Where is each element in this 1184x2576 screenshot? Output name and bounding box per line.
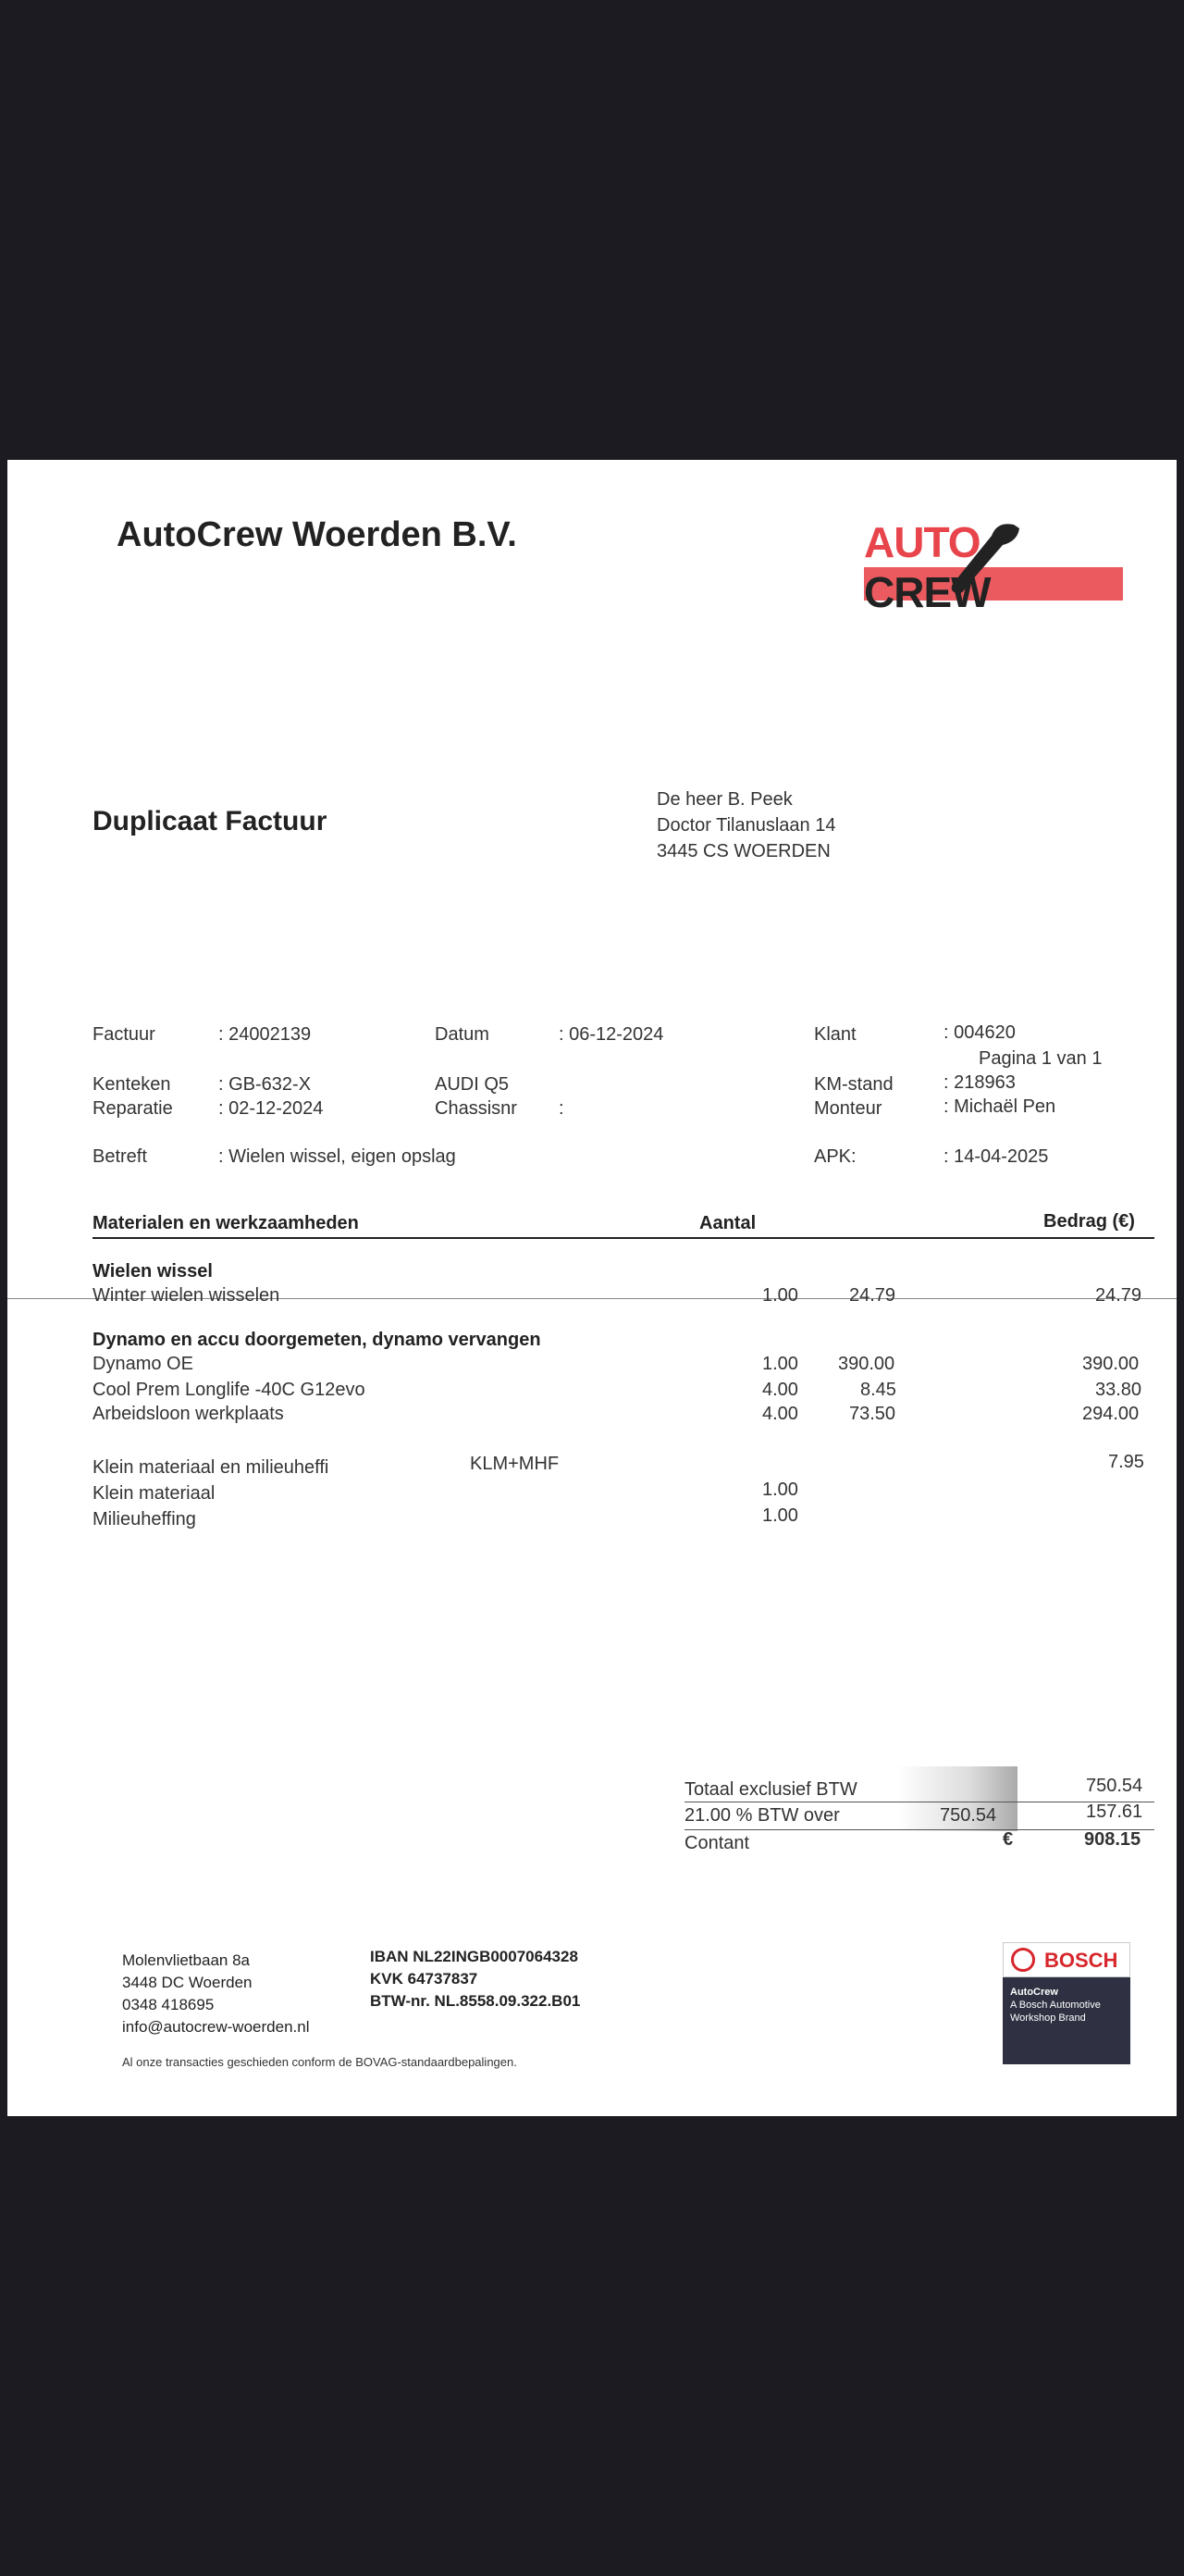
klein-row-qty: 1.00 [762, 1505, 798, 1526]
klein-row-desc: Milieuheffing [92, 1509, 196, 1530]
bosch-armature-icon [1011, 1948, 1035, 1972]
totals-contant-label: Contant [684, 1833, 750, 1853]
datum-label: Datum [435, 1024, 489, 1045]
group2-row-price: 8.45 [860, 1380, 896, 1400]
reparatie-label: Reparatie [92, 1098, 173, 1119]
bosch-line2: A Bosch Automotive [1010, 2000, 1101, 2011]
chassis-value: : [559, 1098, 564, 1119]
footer-phone: 0348 418695 [122, 1996, 215, 2013]
autocrew-logo [857, 517, 1125, 616]
totals-btw-value: 157.61 [1086, 1802, 1143, 1822]
klein-row-desc: Klein materiaal [92, 1483, 216, 1504]
group2-row-price: 73.50 [849, 1404, 896, 1424]
kmstand-label: KM-stand [814, 1074, 894, 1095]
kenteken-label: Kenteken [92, 1074, 171, 1095]
totals-contant-value: 908.15 [1084, 1829, 1141, 1850]
footer-iban: IBAN NL22INGB0007064328 [370, 1948, 578, 1965]
group2-row-desc: Cool Prem Longlife -40C G12evo [92, 1380, 365, 1400]
bosch-brand: BOSCH [1044, 1949, 1118, 1972]
col-desc-header: Materialen en werkzaamheden [92, 1213, 359, 1233]
group1-row-price: 24.79 [849, 1285, 896, 1306]
klein-row-qty: 1.00 [762, 1480, 798, 1500]
footer-disclaimer: Al onze transacties geschieden conform de BOVAG-standaardbepalingen. [122, 2055, 517, 2069]
footer-address1: Molenvlietbaan 8a [122, 1951, 250, 1969]
logo-crew: CREW [864, 568, 991, 616]
kmstand-value: : 218963 [944, 1072, 1016, 1093]
factuur-value: : 24002139 [218, 1024, 312, 1045]
totals-btw-label: 21.00 % BTW over [684, 1805, 840, 1826]
betreft-value: : Wielen wissel, eigen opslag [218, 1146, 456, 1167]
klein-desc: Klein materiaal en milieuheffi [92, 1457, 329, 1478]
group2-row-qty: 4.00 [762, 1404, 798, 1424]
customer-street: Doctor Tilanuslaan 14 [657, 815, 836, 836]
reparatie-value: : 02-12-2024 [218, 1098, 324, 1119]
bosch-line1: AutoCrew [1010, 1987, 1058, 1998]
footer-btw: BTW-nr. NL.8558.09.322.B01 [370, 1992, 581, 2010]
monteur-value: : Michaël Pen [944, 1096, 1056, 1117]
monteur-label: Monteur [814, 1098, 882, 1119]
currency-symbol: € [1003, 1829, 1014, 1850]
col-amount-header: Bedrag (€) [1043, 1211, 1135, 1232]
footer-address2: 3448 DC Woerden [122, 1974, 253, 1991]
group2-row-amount: 33.80 [1095, 1380, 1142, 1400]
invoice-page [7, 460, 1177, 2116]
invoice-title: Duplicaat Factuur [92, 806, 327, 836]
footer-kvk: KVK 64737837 [370, 1970, 478, 1988]
car-model: AUDI Q5 [435, 1074, 510, 1095]
header-rule [92, 1237, 1154, 1239]
klant-value: : 004620 [944, 1022, 1016, 1043]
group1-row-qty: 1.00 [762, 1285, 798, 1306]
totals-btw-base: 750.54 [940, 1805, 997, 1826]
group1-row-desc: Winter wielen wisselen [92, 1285, 280, 1306]
group2-row-qty: 1.00 [762, 1354, 798, 1374]
group2-row-qty: 4.00 [762, 1380, 798, 1400]
group2-title: Dynamo en accu doorgemeten, dynamo vervangen [92, 1330, 541, 1350]
col-qty-header: Aantal [699, 1213, 757, 1233]
logo-auto: AUTO [864, 518, 980, 566]
group2-row-price: 390.00 [838, 1354, 895, 1374]
group2-row-desc: Arbeidsloon werkplaats [92, 1404, 284, 1424]
customer-name: De heer B. Peek [657, 789, 793, 810]
datum-value: : 06-12-2024 [559, 1024, 664, 1045]
bosch-line3: Workshop Brand [1010, 2012, 1086, 2024]
bosch-badge [1003, 1942, 1130, 2064]
klein-code: KLM+MHF [470, 1454, 560, 1474]
group2-row-amount: 294.00 [1082, 1404, 1140, 1424]
page-number: Pagina 1 van 1 [979, 1048, 1103, 1069]
betreft-label: Betreft [92, 1146, 147, 1167]
kenteken-value: : GB-632-X [218, 1074, 312, 1095]
group2-row-desc: Dynamo OE [92, 1354, 193, 1374]
group1-row-amount: 24.79 [1095, 1285, 1142, 1306]
klein-amount: 7.95 [1108, 1452, 1144, 1472]
klant-label: Klant [814, 1024, 857, 1045]
group2-row-amount: 390.00 [1082, 1354, 1140, 1374]
chassis-label: Chassisnr [435, 1098, 517, 1119]
totals-excl-label: Totaal exclusief BTW [684, 1779, 857, 1800]
apk-label: APK: [814, 1146, 857, 1167]
group1-title: Wielen wissel [92, 1261, 213, 1282]
apk-value: : 14-04-2025 [944, 1146, 1049, 1167]
factuur-label: Factuur [92, 1024, 155, 1045]
company-name: AutoCrew Woerden B.V. [117, 515, 517, 554]
customer-city: 3445 CS WOERDEN [657, 841, 831, 861]
totals-excl-value: 750.54 [1086, 1776, 1143, 1796]
footer-email: info@autocrew-woerden.nl [122, 2018, 310, 2036]
